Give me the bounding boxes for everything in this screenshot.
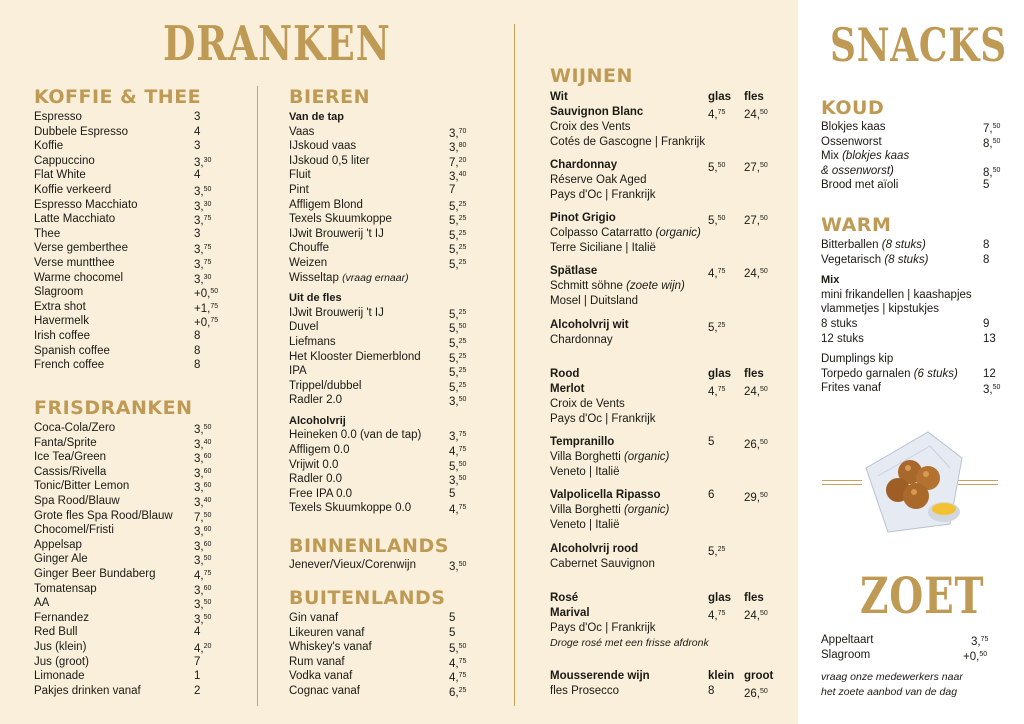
item-name: Radler 2.0 (289, 394, 343, 407)
list-item (289, 443, 479, 458)
item-price: +0,50 (194, 288, 219, 301)
item-name: Het Klooster Diemerblond (289, 350, 421, 363)
bieren-fles-subheading: Uit de fles (289, 292, 342, 305)
list-item (289, 212, 479, 227)
item-name: Pakjes drinken vanaf (34, 684, 141, 697)
list-item (34, 125, 224, 140)
item-price: 3,50 (194, 424, 212, 436)
zoet-note: vraag onze medewerkers naar het zoete aanbod van de dag (821, 671, 963, 698)
list-item (289, 558, 479, 573)
item-price: 5 (983, 179, 990, 192)
item-price: 7,50 (983, 123, 1001, 135)
list-item (821, 120, 1006, 135)
item-price: 2 (194, 684, 201, 697)
item-name: Texels Skuumkoppe (289, 213, 392, 226)
item-name: Appelsap (34, 538, 82, 551)
item-price: 7 (449, 183, 456, 196)
list-item (34, 450, 224, 465)
list-item (34, 655, 224, 670)
list-item: 8 stuks 9 (821, 317, 990, 330)
item-price: 5,25 (449, 200, 467, 213)
list-item (34, 198, 224, 213)
list-item (34, 582, 224, 597)
koffie-list (34, 110, 224, 373)
snacks-title: SNACKS (830, 18, 1007, 72)
list-item (34, 611, 224, 626)
koud-list (821, 120, 1006, 193)
item-price: 5 (708, 436, 715, 448)
list-item (289, 669, 479, 684)
list-item (34, 256, 224, 271)
wine-chardonnay: Chardonnay 5,50 27,50 Réserve Oak Aged Pays d'Oc | Frankrijk (550, 159, 768, 201)
wine-alcoholvrij-rood: Alcoholvrij rood 5,25 Cabernet Sauvignon (550, 543, 726, 570)
item-price: 4,75 (708, 386, 726, 398)
binnenlands-list (289, 558, 479, 573)
item-price: 24,50 (744, 268, 768, 280)
item-name: Tomatensap (34, 582, 97, 595)
list-item (289, 241, 479, 256)
bieren-heading: BIEREN (289, 86, 371, 108)
zoet-list (821, 633, 1006, 662)
item-price: 4 (194, 169, 201, 182)
item-name: AA (34, 597, 50, 610)
item-price: 24,50 (744, 386, 768, 398)
list-item (289, 306, 479, 321)
item-price: 13 (983, 332, 996, 345)
item-name: French coffee (34, 359, 105, 372)
item-name: Spanish coffee (34, 344, 110, 357)
item-price: 5 (449, 487, 456, 500)
item-name: Duvel (289, 321, 319, 334)
item-name: Irish coffee (34, 329, 91, 342)
item-price: 3,40 (194, 438, 212, 451)
item-price: 3,60 (194, 453, 212, 466)
list-item (289, 640, 479, 655)
list-item: & ossenworst) 8,50 (821, 164, 1001, 179)
item-price: 6 (708, 489, 715, 501)
wine-sauvignon: Sauvignon Blanc 4,75 24,50 (550, 106, 768, 121)
item-price: 9 (983, 317, 990, 330)
item-price: 5,25 (449, 244, 467, 257)
dranken-title: DRANKEN (163, 16, 391, 72)
item-price: 3,50 (194, 185, 212, 198)
item-price: 7,50 (194, 511, 212, 524)
list-item (34, 436, 224, 451)
list-item (289, 320, 479, 335)
item-name: Fernandez (34, 611, 89, 624)
item-price: 3,50 (194, 599, 212, 612)
item-name: Slagroom (34, 286, 84, 299)
frisdranken-list (34, 421, 224, 698)
list-item (34, 479, 224, 494)
list-item: Appeltaart 3,75 (821, 634, 989, 648)
item-price: 4,75 (449, 657, 467, 670)
item-price: 4,75 (194, 569, 212, 582)
item-price: 5,25 (449, 367, 467, 380)
item-name: Chocomel/Fristi (34, 524, 114, 537)
list-item (289, 684, 479, 699)
item-name: Grote fles Spa Rood/Blauw (34, 509, 173, 522)
list-item (289, 655, 479, 670)
gold-rule-left (822, 480, 862, 481)
item-name: Blokjes kaas (821, 121, 886, 133)
list-item: Frites vanaf 3,50 (821, 382, 1001, 397)
list-item (34, 329, 224, 344)
item-price: 6,25 (449, 686, 467, 699)
wine-merlot: Merlot 4,75 24,50 (550, 383, 768, 398)
wijnen-heading: WIJNEN (550, 65, 633, 87)
item-name: Verse gemberthee (34, 242, 128, 255)
item-price: 5,25 (449, 215, 467, 228)
item-name: Jenever/Vieux/Corenwijn (289, 559, 416, 571)
list-item (289, 393, 479, 408)
item-name: Tonic/Bitter Lemon (34, 480, 130, 493)
list-item (289, 626, 479, 641)
list-item (34, 271, 224, 286)
item-name: Trippel/dubbel (289, 379, 362, 392)
item-price: 5,25 (449, 352, 467, 365)
list-item (34, 669, 224, 684)
item-name: Affligem 0.0 (289, 444, 350, 457)
list-item (289, 458, 479, 473)
list-item: Slagroom +0,50 (821, 648, 988, 663)
item-price: 3,40 (194, 496, 212, 509)
item-name: Fanta/Sprite (34, 436, 97, 449)
item-price: 3,75 (194, 215, 212, 228)
wine-prosecco: fles Prosecco 8 26,50 (550, 685, 768, 700)
binnenlands-heading: BINNENLANDS (289, 535, 449, 557)
wine-marival: Marival 4,75 24,50 (550, 607, 768, 622)
item-price: 3,60 (194, 467, 212, 480)
item-price: 8,50 (983, 137, 1001, 150)
item-price: 3,60 (194, 584, 212, 597)
bitterballen-illustration (858, 428, 968, 538)
item-name: IJskoud 0,5 liter (289, 154, 370, 167)
list-item: Vegetarisch (8 stuks) 8 (821, 253, 990, 266)
item-price: 8,50 (983, 166, 1001, 179)
wine-alcoholvrij-wit: Alcoholvrij wit 5,25 Chardonnay (550, 319, 726, 346)
list-item (34, 523, 224, 538)
item-name: Cassis/Rivella (34, 465, 107, 478)
item-price: 3,30 (194, 273, 212, 286)
warm-list (821, 238, 1006, 396)
wine-tempranillo: Tempranillo 5 26,50 Villa Borghetti (organic) Veneto | Italië (550, 436, 768, 478)
wijnen-rose-block: Rosé glas fles Marival 4,75 24,50 Pays d'Oc | Frankrijk Droge rosé met een frisse afdronk (550, 591, 790, 651)
wine-spatlase: Spätlase 4,75 24,50 Schmitt söhne (zoete wijn) Mosel | Duitsland (550, 265, 768, 307)
item-price: 5,50 (708, 162, 726, 174)
item-price: 5,25 (449, 229, 467, 242)
item-price: 4,20 (194, 642, 212, 655)
item-price: 4,75 (449, 672, 467, 685)
item-name: Cognac vanaf (289, 684, 360, 697)
list-item (34, 509, 224, 524)
item-price: 5,50 (449, 323, 467, 336)
item-price: 3 (194, 227, 201, 240)
item-price: 8 (983, 239, 990, 251)
item-price: 3,40 (449, 171, 467, 184)
item-name: Ice Tea/Green (34, 451, 107, 464)
item-price: 5,25 (449, 381, 467, 394)
list-item (289, 487, 479, 502)
item-name: Coca-Cola/Zero (34, 422, 116, 434)
list-item: vlammetjes | kipstukjes (821, 303, 940, 316)
item-price: 4,75 (449, 446, 467, 459)
bieren-alcoholvrij-subheading: Alcoholvrij (289, 414, 346, 427)
list-item (34, 212, 224, 227)
item-price: 5,50 (449, 643, 467, 656)
item-price: 3,50 (194, 555, 212, 568)
item-name: Liefmans (289, 335, 336, 348)
item-name: Pint (289, 183, 309, 196)
item-price: 3,70 (449, 127, 467, 140)
item-price: 3,75 (194, 244, 212, 257)
item-name: Fluit (289, 169, 311, 182)
item-price: 3,75 (971, 636, 989, 648)
item-price: +0,50 (963, 650, 988, 663)
item-name: Red Bull (34, 626, 78, 639)
item-price: 27,50 (744, 215, 768, 227)
item-name: Free IPA 0.0 (289, 487, 353, 500)
item-name: Warme chocomel (34, 271, 124, 284)
list-item (289, 501, 479, 516)
buitenlands-heading: BUITENLANDS (289, 587, 446, 609)
item-name: Jus (groot) (34, 655, 89, 668)
item-name: Verse muntthee (34, 256, 115, 269)
list-item (289, 428, 479, 443)
item-name: Limonade (34, 670, 85, 683)
zoet-title: ZOET (860, 566, 985, 625)
item-price: 3,30 (194, 156, 212, 169)
list-item (34, 300, 224, 315)
list-item (34, 344, 224, 359)
item-price: 4 (194, 626, 201, 639)
item-price: 3,75 (194, 258, 212, 271)
list-item (289, 256, 479, 271)
item-price: 7 (194, 655, 201, 668)
item-price: 5,25 (449, 308, 467, 321)
list-item (289, 183, 479, 198)
list-item (34, 227, 224, 242)
list-item (34, 285, 224, 300)
item-name: Texels Skuumkoppe 0.0 (289, 502, 412, 515)
warm-mix-subheading: Mix (821, 274, 840, 287)
koud-heading: KOUD (821, 97, 885, 119)
item-name: Havermelk (34, 315, 89, 328)
list-item (289, 139, 479, 154)
item-name: Likeuren vanaf (289, 626, 365, 639)
item-price: 8 (194, 359, 201, 372)
bieren-list (289, 110, 479, 516)
list-item: mini frikandellen | kaashapjes (821, 288, 972, 301)
list-item (34, 625, 224, 640)
item-price: 8 (708, 685, 715, 697)
item-price: 3,50 (983, 384, 1001, 397)
list-item (34, 421, 224, 436)
item-price: 3,50 (449, 561, 467, 573)
item-price: 4,75 (708, 268, 726, 280)
item-price: 8 (983, 253, 990, 266)
list-item (289, 611, 479, 626)
item-name: IJwit Brouwerij 't IJ (289, 306, 384, 319)
list-item: Dumplings kip (821, 353, 894, 366)
buitenlands-list (289, 611, 479, 699)
list-item (34, 465, 224, 480)
wijnen-rood-block: Rood glas fles Merlot 4,75 24,50 Croix de Vents Pays d'Oc | Frankrijk (550, 367, 790, 427)
list-item (289, 364, 479, 379)
item-price: 3,75 (449, 431, 467, 444)
item-price: 5,50 (708, 215, 726, 227)
item-name: Vodka vanaf (289, 670, 353, 683)
rood-header: Rood glas fles (550, 368, 764, 380)
list-item: Bitterballen (8 stuks) 8 (821, 239, 990, 251)
item-price: 3,50 (449, 475, 467, 488)
item-name: Koffie (34, 140, 64, 153)
item-name: Vrijwit 0.0 (289, 458, 339, 471)
list-item: Torpedo garnalen (6 stuks) 12 (821, 367, 996, 380)
item-name: Weizen (289, 256, 328, 269)
item-name: Dubbele Espresso (34, 125, 128, 138)
item-price: 4,75 (708, 109, 726, 121)
bieren-tap-subheading: Van de tap (289, 111, 345, 123)
item-price: 26,50 (744, 688, 768, 700)
list-item (289, 335, 479, 350)
wit-header: Wit glas fles (550, 91, 764, 103)
item-price: 5,25 (449, 258, 467, 271)
item-name: Ossenworst (821, 135, 882, 148)
item-price: 5,25 (449, 337, 467, 350)
item-name: Cappuccino (34, 154, 95, 167)
list-item (34, 154, 224, 169)
item-name: IPA (289, 365, 307, 378)
list-item (289, 125, 479, 140)
item-name: Rum vanaf (289, 655, 345, 668)
item-price: 3 (194, 111, 201, 123)
item-price: 24,50 (744, 610, 768, 622)
item-name: Extra shot (34, 300, 86, 313)
list-item (34, 314, 224, 329)
item-price: 4,75 (449, 504, 467, 517)
list-item (34, 538, 224, 553)
wine-valpolicella: Valpolicella Ripasso 6 29,50 Villa Borghetti (organic) Veneto | Italië (550, 489, 768, 531)
item-price: 5,25 (708, 546, 726, 558)
item-name: Spa Rood/Blauw (34, 494, 120, 507)
item-name: Vaas (289, 125, 315, 138)
item-name: Flat White (34, 169, 86, 182)
item-price: 4,75 (708, 610, 726, 622)
list-item (34, 640, 224, 655)
warm-heading: WARM (821, 214, 892, 236)
item-name: Heineken 0.0 (van de tap) (289, 429, 422, 442)
item-price: 27,50 (744, 162, 768, 174)
gold-rule-left-2 (822, 484, 862, 485)
item-price: 4 (194, 125, 201, 138)
list-item (34, 241, 224, 256)
list-item (34, 139, 224, 154)
item-name: Chouffe (289, 242, 330, 255)
item-price: 3,30 (194, 200, 212, 213)
item-price: 3,60 (194, 540, 212, 553)
list-item (34, 110, 224, 125)
item-name: Koffie verkeerd (34, 183, 112, 196)
item-price: 5,50 (449, 460, 467, 473)
wine-pinot-grigio: Pinot Grigio 5,50 27,50 Colpasso Catarratto (organic) Terre Siciliane | Italië (550, 212, 768, 254)
item-name: Ginger Ale (34, 553, 88, 566)
list-item (34, 684, 224, 699)
list-item (289, 472, 479, 487)
wijnen-wit-block: Wit glas fles Sauvignon Blanc 4,75 24,50 Croix des Vents Cotés de Gascogne | Frankrijk (550, 90, 790, 150)
item-price: 7,20 (449, 156, 467, 169)
item-name: Gin vanaf (289, 612, 339, 624)
item-price: 5 (449, 626, 456, 639)
item-name: IJskoud vaas (289, 140, 357, 153)
list-item: Wisseltap (vraag ernaar) (289, 271, 409, 284)
list-item (34, 358, 224, 373)
item-name: Thee (34, 227, 61, 240)
item-price: 3,50 (449, 396, 467, 409)
list-item (289, 350, 479, 365)
item-name: Ginger Beer Bundaberg (34, 567, 156, 580)
item-price: 12 (983, 367, 996, 380)
frisdranken-heading: FRISDRANKEN (34, 397, 193, 419)
item-price: 8 (194, 344, 201, 357)
item-price: 3,50 (194, 613, 212, 626)
list-item (34, 596, 224, 611)
item-price: 3,80 (449, 142, 467, 155)
item-name: Latte Macchiato (34, 213, 116, 226)
item-price: 3,60 (194, 482, 212, 495)
item-price: +1,75 (194, 302, 219, 315)
wijnen-mousserend-block: Mousserende wijn klein groot fles Prosecco 8 26,50 (550, 669, 790, 699)
list-item (34, 494, 224, 509)
item-name: Whiskey's vanaf (289, 641, 372, 654)
item-price: 24,50 (744, 109, 768, 121)
column-divider-1 (257, 86, 258, 706)
item-price: 3 (194, 140, 201, 153)
list-item (34, 567, 224, 582)
item-name: Espresso (34, 111, 82, 123)
item-name: Jus (klein) (34, 640, 87, 653)
list-item (289, 168, 479, 183)
koffie-thee-heading: KOFFIE & THEE (34, 86, 202, 108)
list-item (289, 154, 479, 169)
item-name: Espresso Macchiato (34, 198, 138, 211)
list-item (289, 227, 479, 242)
item-name: Affligem Blond (289, 198, 363, 211)
item-price: 29,50 (744, 492, 768, 504)
list-item (289, 379, 479, 394)
list-item: 12 stuks 13 (821, 332, 996, 345)
item-price: 1 (194, 670, 201, 683)
item-price: 5,25 (708, 322, 726, 334)
list-item (821, 135, 1006, 150)
item-price: 26,50 (744, 439, 768, 451)
list-item (289, 198, 479, 213)
column-divider-2 (514, 24, 515, 706)
list-item (34, 168, 224, 183)
list-item (34, 183, 224, 198)
item-price: +0,75 (194, 317, 219, 330)
list-item: Brood met aïoli 5 (821, 179, 990, 192)
item-name: IJwit Brouwerij 't IJ (289, 227, 384, 240)
list-item: Mix (blokjes kaas (821, 150, 910, 163)
item-price: 5 (449, 612, 456, 624)
list-item (34, 552, 224, 567)
item-price: 8 (194, 329, 201, 342)
item-name: Radler 0.0 (289, 473, 343, 486)
item-price: 3,60 (194, 526, 212, 539)
